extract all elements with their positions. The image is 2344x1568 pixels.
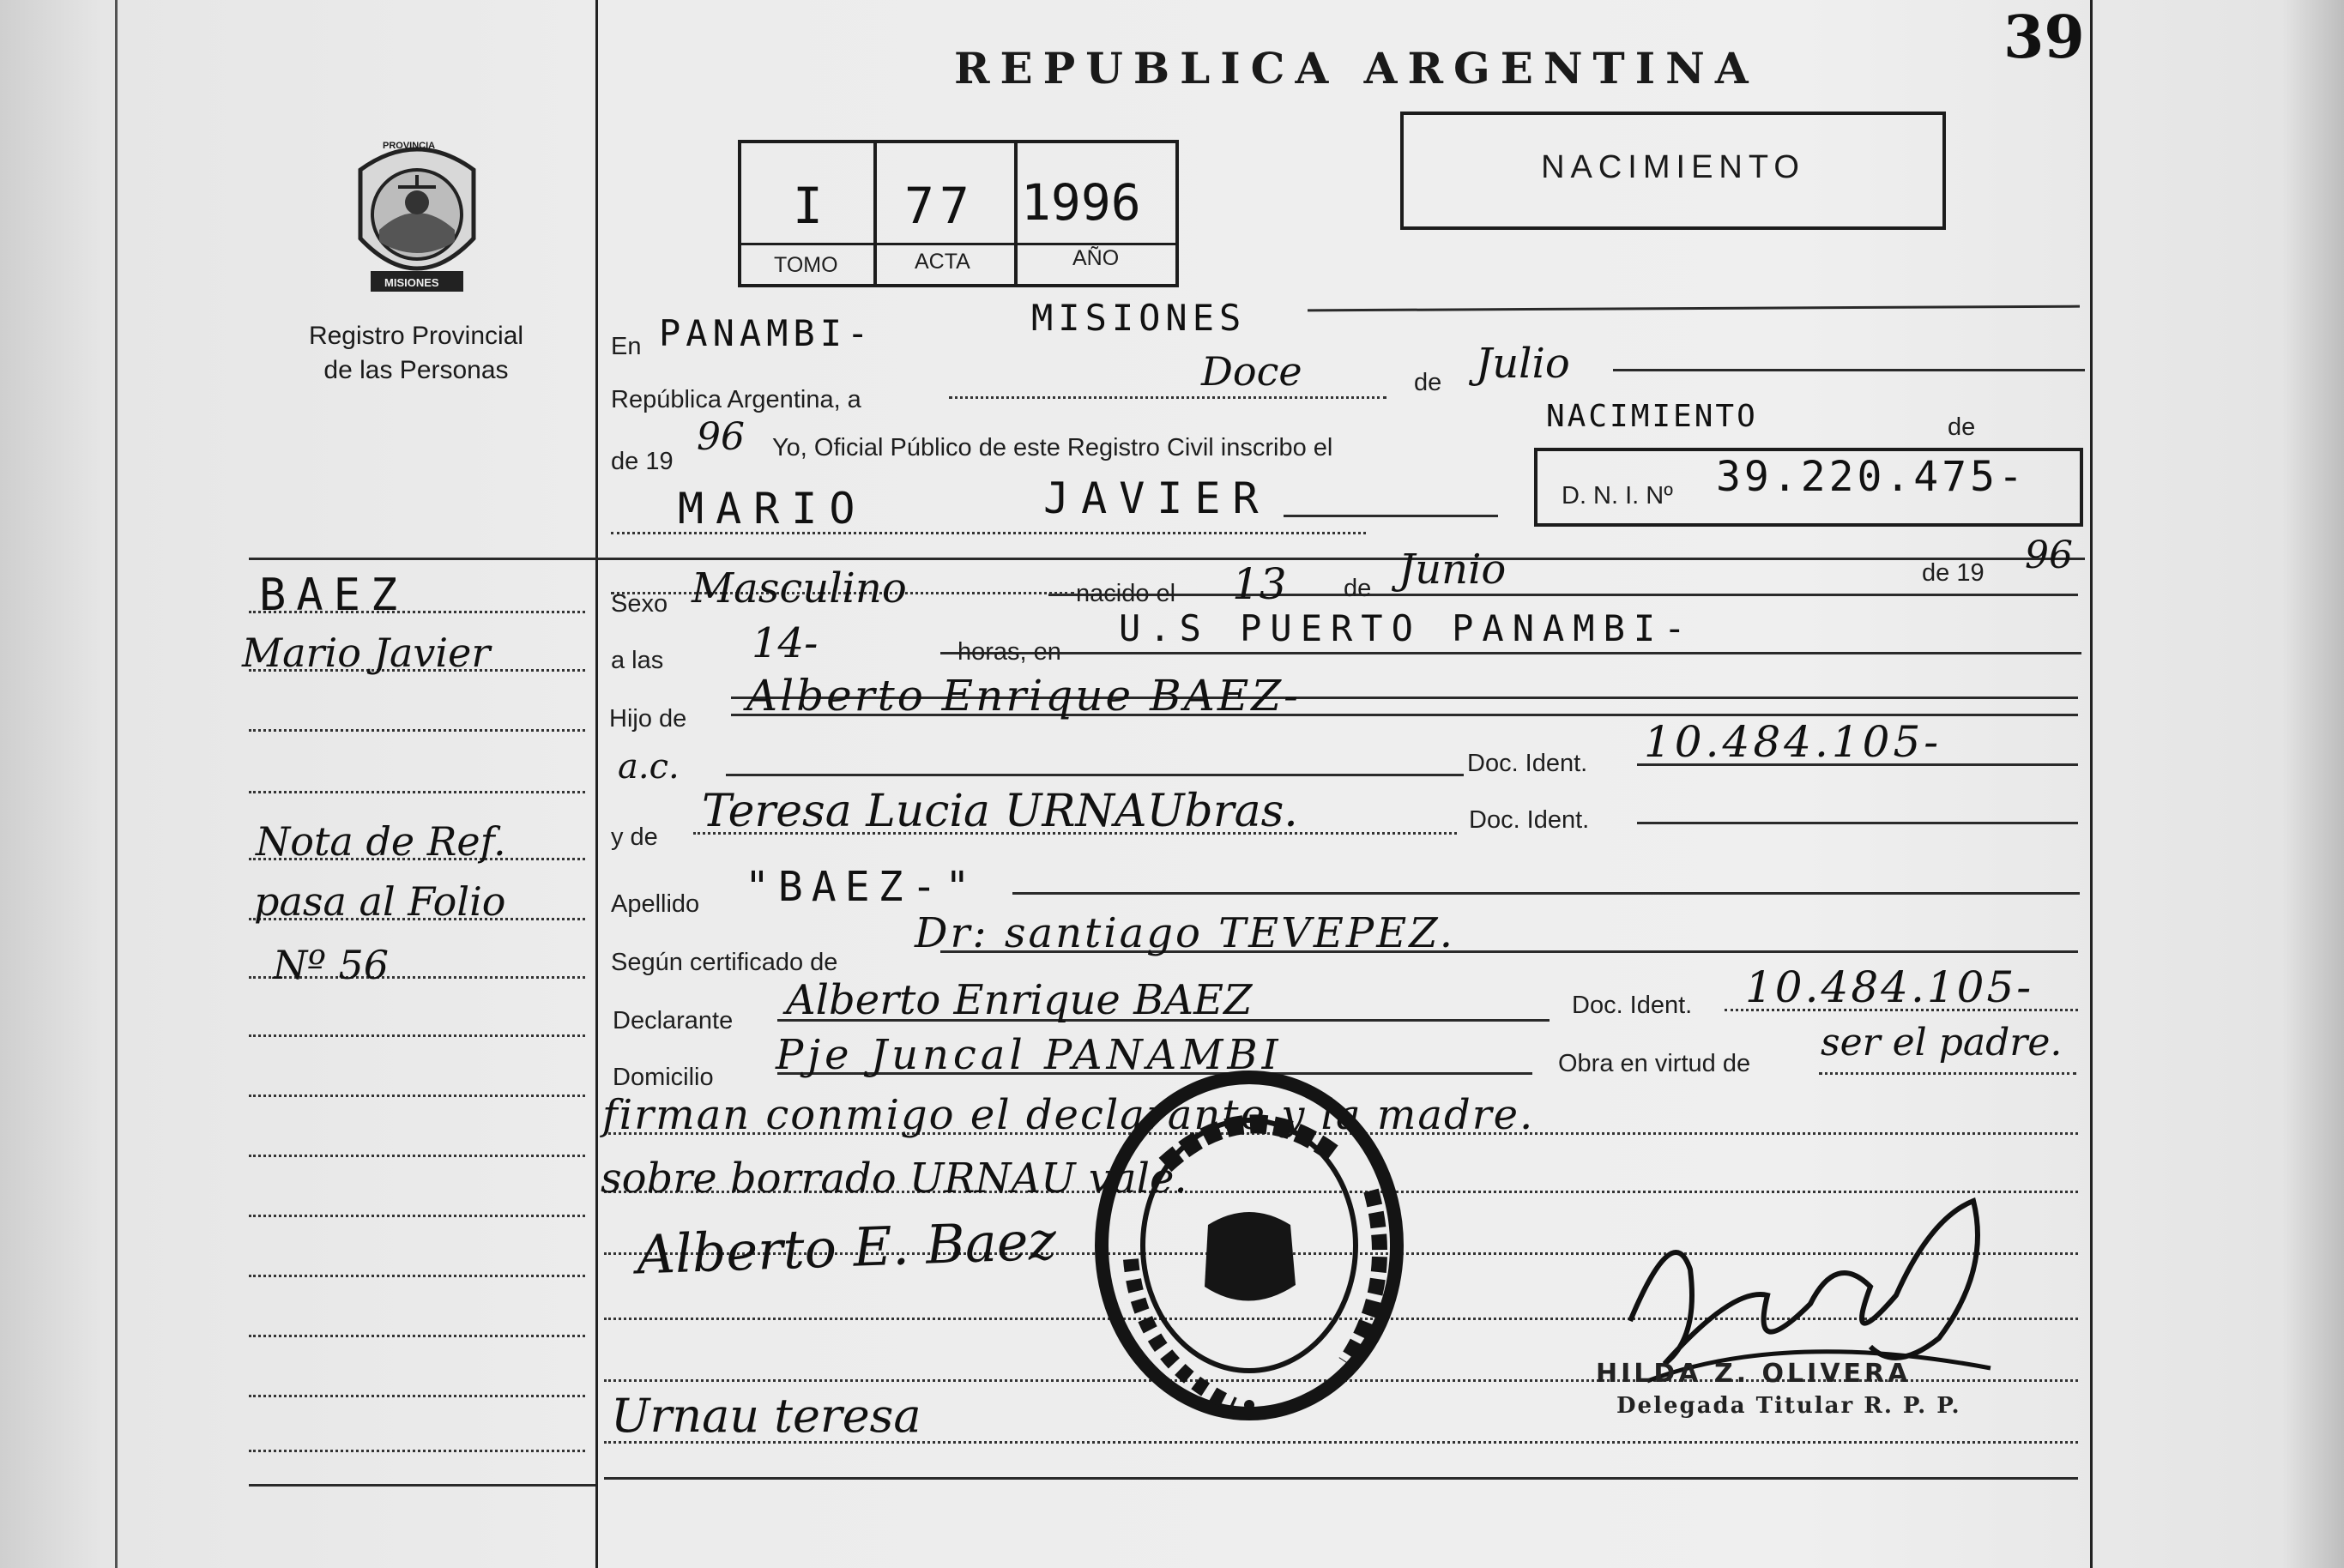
value-madre: Teresa Lucia URNAUbras. — [702, 786, 1298, 837]
rule-line — [1012, 892, 2080, 895]
label-de19: de 19 — [611, 448, 674, 475]
margin-rule — [249, 1155, 585, 1157]
label-sexo: Sexo — [611, 590, 668, 618]
value-apellido: "BAEZ-" — [745, 863, 979, 911]
value-dia-nacimiento: 13 — [1232, 559, 1287, 609]
margin-rule — [249, 558, 585, 560]
value-declarante-doc: 10.484.105- — [1745, 962, 2034, 1012]
anio-value: 1996 — [1021, 173, 1141, 232]
label-republica: República Argentina, a — [611, 386, 861, 413]
rule-line — [726, 774, 1464, 776]
record-box-divider — [1014, 143, 1018, 284]
acta-label: ACTA — [915, 250, 970, 274]
value-anio-nacimiento: 96 — [2025, 534, 2073, 577]
value-mes-inscripcion: Julio — [1476, 340, 1570, 388]
label-obra: Obra en virtud de — [1558, 1050, 1751, 1077]
registry-line-2: de las Personas — [323, 356, 509, 384]
label-apellido: Apellido — [611, 890, 700, 918]
value-hora: 14- — [752, 619, 819, 667]
right-margin-rule — [2090, 0, 2093, 1568]
rule-line — [949, 396, 1386, 399]
value-obra: ser el padre. — [1821, 1021, 2063, 1064]
label-alas: a las — [611, 647, 664, 674]
value-obs-2: sobre borrado URNAU vale. — [601, 1155, 1187, 1203]
rule-line — [1819, 1072, 2076, 1075]
value-anio-inscripcion: 96 — [697, 415, 745, 459]
signature-madre: Urnau teresa — [611, 1389, 921, 1443]
rule-line — [1613, 369, 2085, 371]
acta-value: 77 — [904, 177, 975, 235]
label-de-19: de 19 — [1922, 559, 1985, 587]
margin-rule — [249, 791, 585, 793]
value-nombre-1: MARIO — [678, 484, 867, 534]
value-obs-1: firman conmigo el declarante y la madre. — [602, 1091, 1535, 1139]
label-nacido: nacido el — [1076, 580, 1176, 607]
seal-bottom-text: MISIONES — [384, 276, 439, 289]
margin-rule — [249, 729, 585, 732]
label-de: de — [1414, 369, 1442, 396]
signature-declarante: Alberto E. Baez — [635, 1209, 1058, 1287]
record-box-divider — [873, 143, 877, 284]
label-de-2: de — [1948, 413, 1976, 441]
value-nombre-2: JAVIER — [1043, 473, 1271, 523]
value-lugar-2: MISIONES — [1031, 297, 1247, 339]
margin-nota-2: pasa al Folio — [254, 878, 506, 925]
label-dni: D. N. I. Nº — [1562, 482, 1673, 510]
margin-rule — [249, 1034, 585, 1037]
tomo-label: TOMO — [774, 253, 838, 277]
anio-label: AÑO — [1072, 246, 1120, 270]
left-margin-rule — [115, 0, 118, 1568]
margin-rule — [249, 1450, 585, 1452]
act-type-label: NACIMIENTO — [1541, 149, 1805, 185]
registry-name — [257, 319, 575, 388]
label-segun: Según certificado de — [611, 949, 838, 976]
oficial-name: HILDA Z. OLIVERA — [1596, 1359, 1912, 1389]
tomo-value: I — [793, 177, 828, 235]
label-hijo: Hijo de — [609, 705, 687, 733]
rule-line — [249, 1484, 595, 1487]
record-number-box — [738, 140, 1179, 287]
value-padre-doc-prefix: a.c. — [618, 747, 680, 787]
seal-top-text: PROVINCIA — [383, 141, 436, 151]
country-title: REPUBLICA ARGENTINA — [954, 43, 1759, 93]
margin-rule — [249, 1215, 585, 1217]
label-docident-2: Doc. Ident. — [1469, 806, 1590, 834]
label-declarante: Declarante — [613, 1007, 734, 1034]
value-declarante: Alberto Enrique BAEZ — [786, 976, 1253, 1024]
label-de-3: de — [1344, 575, 1372, 602]
value-padre-doc: 10.484.105- — [1644, 717, 1942, 767]
rule-line — [604, 1477, 2078, 1480]
rule-line — [1048, 594, 2078, 596]
label-horas: horas, en — [958, 638, 1061, 666]
label-docident: Doc. Ident. — [1467, 750, 1588, 777]
label-yde: y de — [611, 823, 658, 851]
margin-nota-3: Nº 56 — [273, 942, 390, 988]
value-lugar-nacimiento: U.S PUERTO PANAMBI- — [1119, 607, 1695, 649]
value-padre: Alberto Enrique BAEZ- — [746, 671, 1301, 721]
margin-rule — [249, 1395, 585, 1397]
oficial-title: Delegada Titular R. P. P. — [1616, 1393, 1961, 1419]
label-domicilio: Domicilio — [613, 1064, 714, 1091]
value-mes-nacimiento: Junio — [1399, 546, 1507, 594]
page-number: 39 — [2003, 3, 2085, 72]
value-medico: Dr: santiago TEVEPEZ. — [915, 909, 1456, 957]
value-dni: 39.220.475- — [1716, 453, 2027, 501]
official-stamp-icon — [1088, 1062, 1414, 1431]
margin-rule — [249, 1095, 585, 1097]
value-sexo: Masculino — [692, 564, 907, 612]
margin-rule — [249, 1335, 585, 1337]
margin-rule — [249, 1275, 585, 1277]
value-dia-inscripcion: Doce — [1201, 348, 1302, 395]
margin-nota-1: Nota de Ref. — [256, 818, 506, 865]
act-type-box — [1400, 112, 1946, 230]
rule-line — [566, 558, 2085, 560]
record-box-rule — [741, 243, 1175, 245]
column-divider — [595, 0, 598, 1568]
rule-line — [1284, 515, 1498, 517]
label-en: En — [611, 333, 642, 360]
margin-apellido: BAEZ — [259, 570, 408, 621]
value-inscribe: NACIMIENTO — [1546, 399, 1758, 434]
rule-line — [1637, 822, 2078, 824]
rule-line — [940, 652, 2081, 654]
registry-line-1: Registro Provincial — [308, 322, 524, 350]
label-docident-3: Doc. Ident. — [1572, 992, 1693, 1019]
margin-nombre: Mario Javier — [242, 630, 491, 676]
label-yo: Yo, Oficial Público de este Registro Civil inscribo el — [772, 434, 1333, 461]
value-domicilio: Pje Juncal PANAMBI — [776, 1031, 1283, 1079]
value-lugar-1: PANAMBI- — [659, 312, 874, 354]
